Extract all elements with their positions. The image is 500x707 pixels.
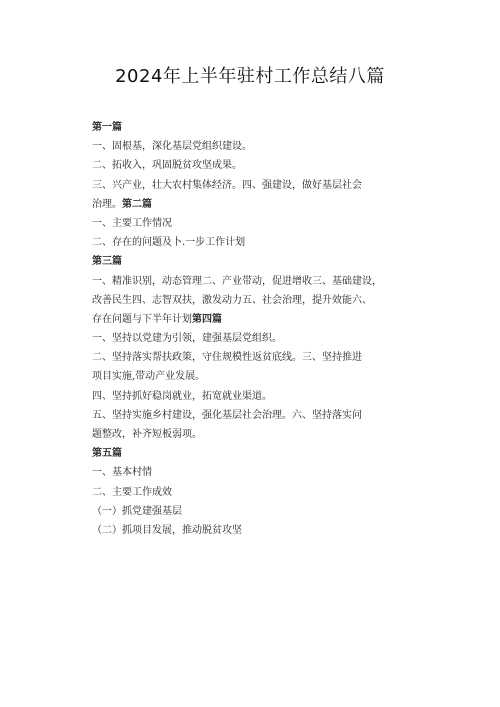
line-text: 题整改，补齐短板弱项。 (92, 429, 202, 440)
line-text: 一、固根基，深化基层党组织建设。 (92, 141, 252, 153)
line-text: 第五篇 (92, 448, 122, 460)
text-line (92, 176, 392, 195)
text-line (92, 406, 392, 425)
line-text: 一、精准识别，动态管理二、产业带动，促进增收三、基础建设， (92, 275, 382, 287)
text-line (92, 156, 392, 175)
document-body (92, 118, 392, 540)
text-line (92, 195, 392, 214)
line-text: （一）抓党建强基层 (92, 505, 182, 517)
section-heading (92, 118, 392, 137)
text-line (92, 348, 392, 367)
line-text: 项目实施,带动产业发展。 (92, 371, 206, 383)
line-text: 改善民生四、志智双扶，激发动力五、社会治理，提升效能六、 (92, 294, 372, 306)
text-line (92, 233, 392, 252)
document-title: 2024年上半年驻村工作总结八篇 (115, 66, 385, 87)
line-text: 五、坚持实施乡村建设，强化基层社会治理。六、坚持落实问 (92, 409, 362, 421)
line-text: 一、坚持以党建为引领，建强基层党组织。 (92, 333, 282, 345)
section-heading (92, 252, 392, 271)
section-heading (92, 444, 392, 463)
line-text: 三、兴产业，壮大农村集体经济。四、强建设，做好基层社会 (92, 179, 362, 191)
text-line (92, 483, 392, 502)
inline-section-heading: 第二篇 (122, 198, 152, 210)
text-line (92, 502, 392, 521)
line-text: 第一篇 (92, 122, 122, 133)
line-text: 治理。 (92, 198, 122, 210)
line-text: （二）抓项目发展，推动脱贫攻坚 (92, 524, 242, 536)
line-text: 一、基本村情 (92, 467, 152, 479)
text-line (92, 521, 392, 540)
line-text: 二、拓收入，巩固脱贫攻坚成果。 (92, 160, 242, 172)
text-line (92, 310, 392, 329)
line-text: 二、存在的问题及卜.一步工作计划 (92, 237, 246, 249)
line-text: 第三篇 (92, 256, 122, 268)
line-text: 二、坚持落实帮扶政策，守住规模性返贫底线。三、坚持推进 (92, 352, 362, 364)
text-line (92, 387, 392, 406)
text-line (92, 272, 392, 291)
text-line (92, 463, 392, 482)
text-line (92, 214, 392, 233)
text-line (92, 291, 392, 310)
text-line (92, 425, 392, 444)
text-line (92, 137, 392, 156)
text-line (92, 329, 392, 348)
text-line (92, 367, 392, 386)
line-text: 存在问题与下半年计划 (92, 313, 192, 325)
line-text: 四、坚持抓好稳岗就业，拓宽就业渠道。 (92, 390, 272, 402)
line-text: 一、主要工作情况 (92, 217, 172, 229)
line-text: 二、主要工作成效 (92, 486, 172, 498)
inline-section-heading: 第四篇 (192, 313, 222, 325)
